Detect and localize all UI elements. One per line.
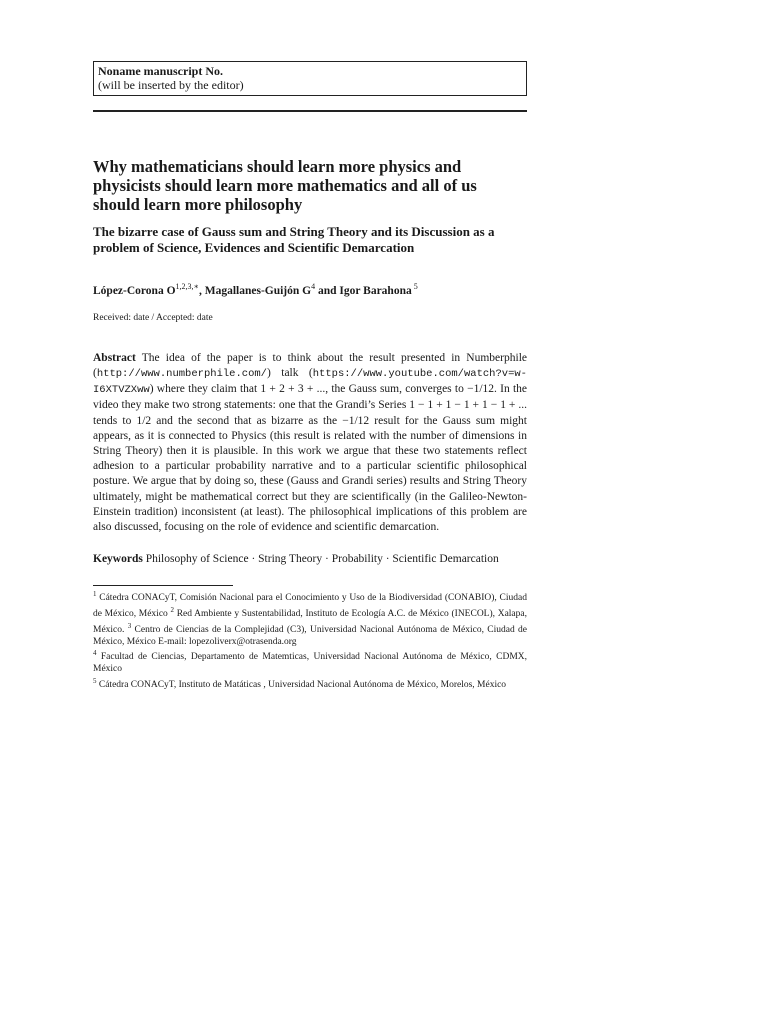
keywords xyxy=(93,552,527,567)
keywords-text: Philosophy of Science · String Theory · Probability · Scientific Demarcation xyxy=(142,553,499,566)
abstract-text: The idea of the paper is to think about the result presented in Numberphile ( xyxy=(93,351,527,380)
paper-title: Why mathematicians should learn more physics and physicists should learn more mathematics and all of us should learn more philosophy xyxy=(93,157,477,214)
author-separator: and xyxy=(315,284,340,297)
keywords-label: Keywords xyxy=(93,553,143,566)
footnote-text: Centro de Ciencias de la Complejidad (C3), Universidad Nacional Autónoma de México, Ciudad de México, México E-mail: lopezoliverx@otrasenda.org xyxy=(93,625,527,647)
footnote-block xyxy=(93,589,527,648)
footnote-mark: 2 xyxy=(170,606,174,615)
editor-note: (will be inserted by the editor) xyxy=(98,78,244,92)
manuscript-number: Noname manuscript No. xyxy=(98,64,223,78)
header-rule xyxy=(93,110,527,112)
footnotes xyxy=(93,589,527,691)
footnote-text: Cátedra CONACyT, Instituto de Matáticas , Universidad Nacional Autónoma de México, Morelos, México xyxy=(96,679,507,690)
numberphile-link[interactable]: http://www.numberphile.com/ xyxy=(96,368,267,381)
author-name: López-Corona O xyxy=(93,284,176,297)
author-separator: , xyxy=(198,284,205,297)
editor-box xyxy=(93,61,527,96)
abstract xyxy=(93,351,527,535)
footnote-mark: 1 xyxy=(93,590,97,599)
received-date: Received: date / Accepted: date xyxy=(93,312,213,323)
author-list xyxy=(93,279,527,299)
footnote-mark: 5 xyxy=(93,676,97,685)
author-name: Magallanes-Guijón G xyxy=(204,284,312,297)
footnote-rule xyxy=(93,585,233,586)
footnote-mark: 4 xyxy=(93,649,97,658)
paper-page xyxy=(93,61,527,691)
footnote-text: Facultad de Ciencias, Departamento de Matemticas, Universidad Nacional Autónoma de México, CDMX, México xyxy=(93,652,527,675)
youtube-link[interactable]: https://www.youtube.com/watch?v=w-I6XTVZXww xyxy=(93,368,527,397)
footnote-block xyxy=(93,648,527,675)
footnote-text: Red Ambiente y Sustentabilidad, Instituto de Ecología A.C. de México (INECOL), Xalapa, México. xyxy=(93,609,527,636)
author-name: Igor Barahona xyxy=(339,284,412,297)
paper-subtitle: The bizarre case of Gauss sum and String Theory and its Discussion as a problem of Science, Evidences and Scientific Demarcation xyxy=(93,224,495,255)
author-affiliation: 4 xyxy=(311,282,316,291)
footnote-text: Cátedra CONACyT, Comisión Nacional para el Conocimiento y Uso de la Biodiversidad (CONABIO), Ciudad de México, México xyxy=(93,593,527,620)
footnote-mark: 3 xyxy=(127,621,132,630)
abstract-text: ) talk ( xyxy=(266,367,313,380)
abstract-label: Abstract xyxy=(93,351,136,364)
author-affiliation: 5 xyxy=(411,282,418,291)
abstract-text: ) where they claim that 1 + 2 + 3 + ..., the Gauss sum, converges to −1/12. In the video they make two strong statements: one that the Grandi’s Series 1 − 1 + 1 − 1 + 1 − 1 + ... tends to 1/2 and the second that as bizarre as the −1/12 result for the Gauss sum might appears, as it is connected to Physics (this result is related with the number of dimensions in String Theory) then it is plausible. In this work we argue that these two statements reflect adhesion to a particular probability narrative and to a particular scientific philosophical posture. We argue that by doing so, these (Gauss and Grandi series) results and String Theory ultimately, might be mathematical correct but they are scientifically (in the Galileo-Newton-Einstein tradition) inconsistent (at least). The philosophical implications of this problem are also discussed, focusing on the role of evidence and scientific demarcation. xyxy=(93,383,527,534)
footnote-block xyxy=(93,676,527,692)
author-affiliation: 1,2,3,∗ xyxy=(175,282,199,291)
